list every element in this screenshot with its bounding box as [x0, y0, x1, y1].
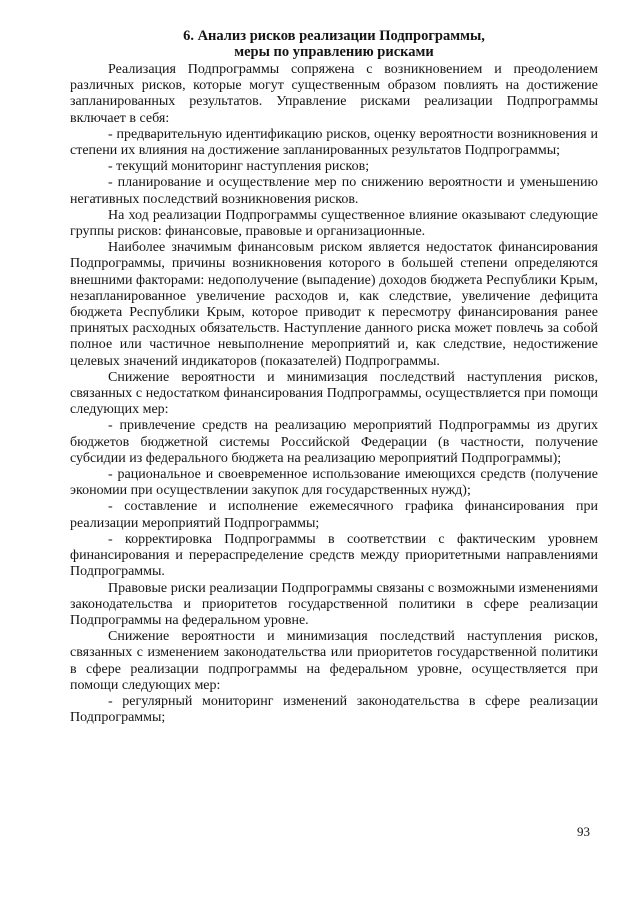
- paragraph: Правовые риски реализации Подпрограммы связаны с возможными изменениями законодательства и приоритетов государственной политики в сфере реализации Подпрограммы на федеральном уровне.: [70, 580, 598, 628]
- document-body: [70, 62, 598, 726]
- list-item: - составление и исполнение ежемесячного графика финансирования при реализации мероприятий Подпрограммы;: [70, 499, 598, 531]
- list-item: - планирование и осуществление мер по снижению вероятности и уменьшению негативных последствий возникновения рисков.: [70, 175, 598, 207]
- paragraph: Реализация Подпрограммы сопряжена с возникновением и преодолением различных рисков, которые могут существенным образом повлиять на достижение запланированных результатов. Управление рисками реализации Подпрограммы включает в себя:: [70, 62, 598, 126]
- page-number: 93: [577, 824, 590, 839]
- heading-line-2: меры по управлению рисками: [234, 44, 434, 60]
- list-item: - текущий мониторинг наступления рисков;: [108, 159, 370, 175]
- paragraph: На ход реализации Подпрограммы существенное влияние оказывают следующие группы рисков: финансовые, правовые и организационные.: [70, 207, 598, 240]
- paragraph: Наиболее значимым финансовым риском является недостаток финансирования Подпрограммы, причины возникновения которого в большей степени определяются внешними факторами: недополучение (выпадение) доходов бюджета Республики Крым, незапланированное увеличение расходов и, как следствие, увеличение дефицита бюджета Республики Крым, которое приводит к пересмотру финансирования ранее принятых расходных обязательств. Наступление данного риска может повлечь за собой полное или частичное невыполнение мероприятий и, как следствие, недостижение целевых значений индикаторов (показателей) Подпрограммы.: [70, 240, 598, 369]
- heading-line-1: 6. Анализ рисков реализации Подпрограммы,: [183, 28, 485, 44]
- list-item: - предварительную идентификацию рисков, оценку вероятности возникновения и степени их влияния на достижение запланированных результатов Подпрограммы;: [70, 126, 598, 159]
- paragraph: Снижение вероятности и минимизация последствий наступления рисков, связанных с изменением законодательства или приоритетов государственной политики в сфере реализации подпрограммы на федеральном уровне, осуществляется при помощи следующих мер:: [70, 629, 598, 693]
- list-item: - регулярный мониторинг изменений законодательства в сфере реализации Подпрограммы;: [70, 693, 598, 726]
- list-item: - привлечение средств на реализацию мероприятий Подпрограммы из других бюджетов бюджетной системы Российской Федерации (в частности, получение субсидии из федерального бюджета на реализацию мероприятий Подпрограммы);: [70, 418, 598, 466]
- paragraph: Снижение вероятности и минимизация последствий наступления рисков, связанных с недостатком финансирования Подпрограммы, осуществляется при помощи следующих мер:: [70, 369, 598, 418]
- list-item: - рациональное и своевременное использование имеющихся средств (получение экономии при осуществлении закупок для государственных нужд);: [70, 467, 598, 499]
- section-heading: [70, 28, 598, 60]
- list-item: - корректировка Подпрограммы в соответствии с фактическим уровнем финансирования и перераспределение средств между приоритетными направлениями Подпрограммы.: [70, 531, 598, 580]
